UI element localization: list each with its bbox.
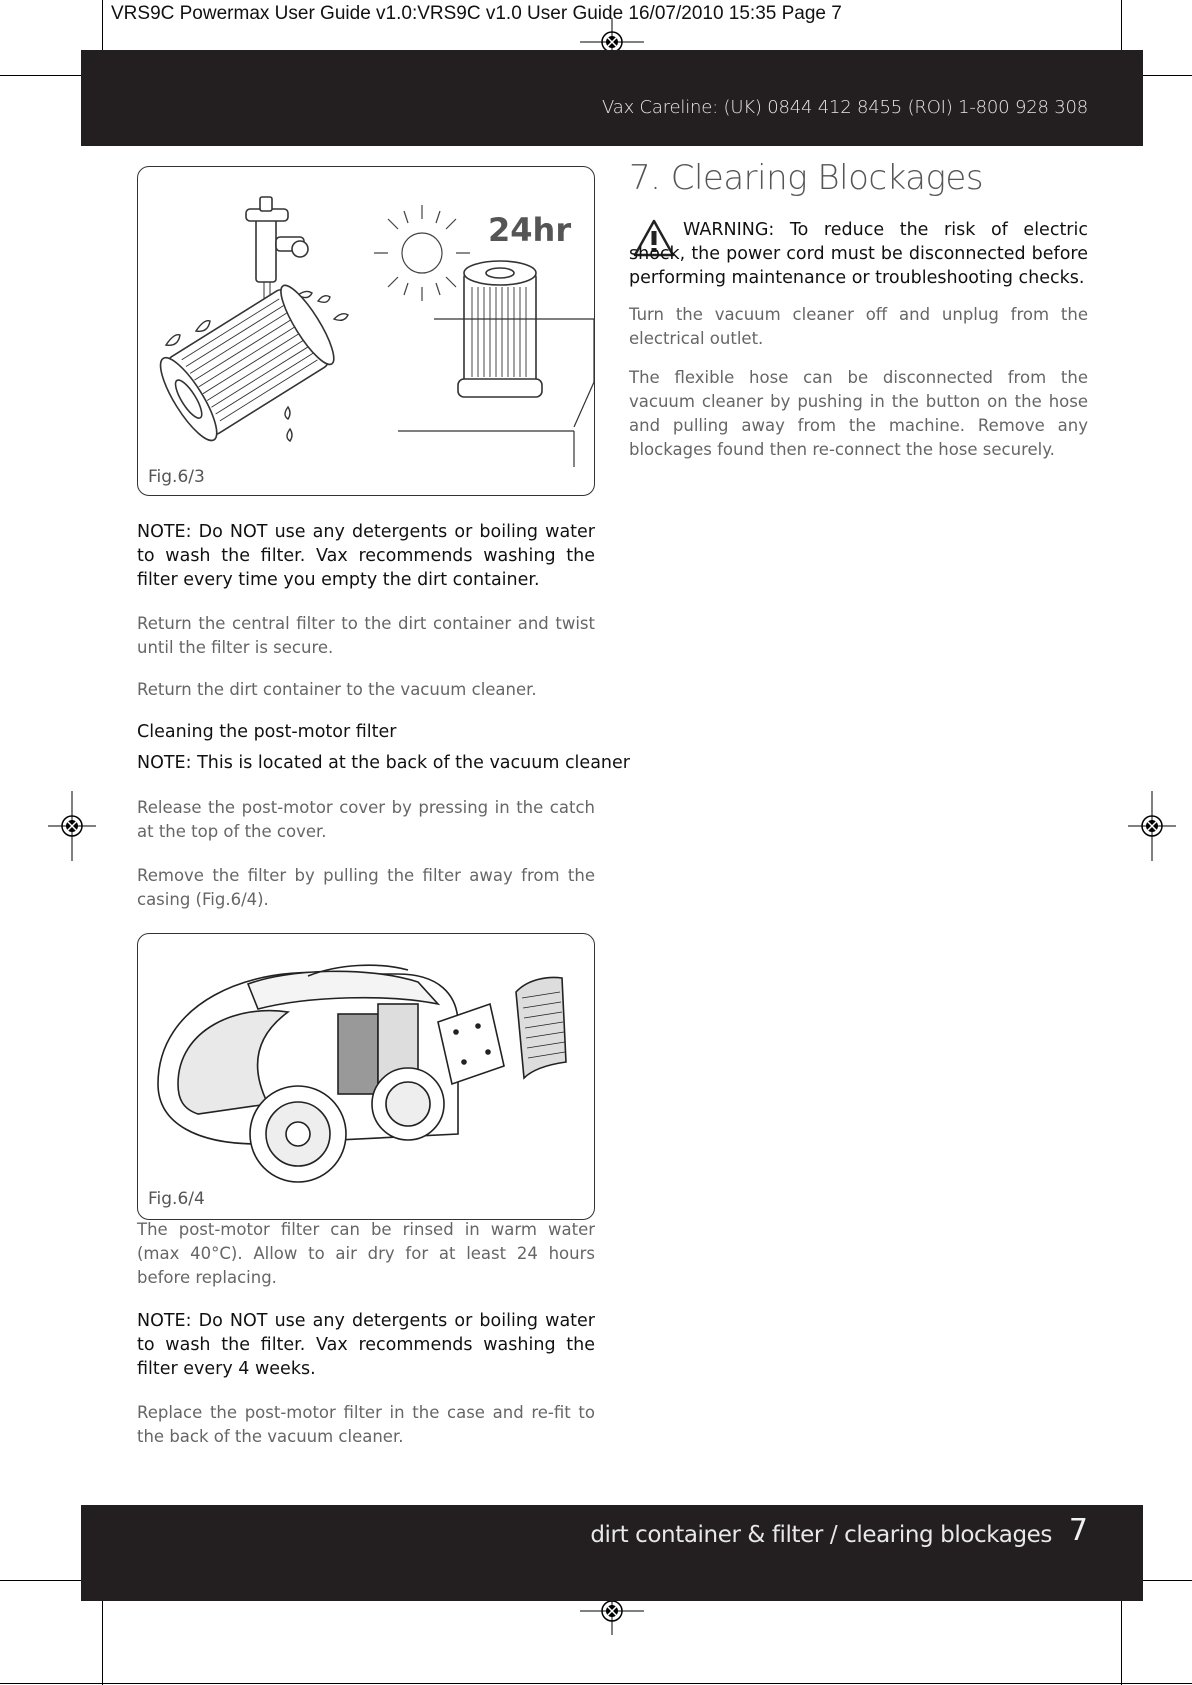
paragraph-replace-filter: Replace the post-motor filter in the case and re-fit to the back of the vacuum cleaner. — [137, 1403, 595, 1446]
paragraph-flexible-hose: The flexible hose can be disconnected from the vacuum cleaner by pushing in the button on the hose and pulling away from the machine. Remove any blockages found then re-connect the hose securely. — [629, 368, 1088, 459]
paragraph-turn-off: Turn the vacuum cleaner off and unplug from the electrical outlet. — [629, 305, 1088, 348]
24hr-badge: 24hr — [488, 211, 572, 249]
crop-mark — [102, 0, 103, 52]
registration-mark-icon — [48, 791, 96, 861]
sun-icon — [374, 205, 470, 301]
note-location: NOTE: This is located at the back of the vacuum cleaner — [137, 753, 630, 773]
footer-bar — [81, 1505, 1143, 1601]
figure-label: Fig.6/4 — [148, 1189, 205, 1209]
careline-text: Vax Careline: (UK) 0844 412 8455 (ROI) 1-800 928 308 — [602, 97, 1088, 118]
vacuum-cleaner-illustration — [138, 934, 594, 1219]
footer-section-title: dirt container & filter / clearing blockages — [590, 1522, 1052, 1548]
paragraph-release-cover: Release the post-motor cover by pressing in the catch at the top of the cover. — [137, 798, 595, 841]
crop-mark — [1140, 75, 1192, 76]
crop-mark — [1121, 1597, 1122, 1685]
registration-mark-icon — [1128, 791, 1176, 861]
crop-mark — [1121, 0, 1122, 52]
warning-text: WARNING: To reduce the risk of electric shock, the power cord must be disconnected before performing maintenance or troubleshooting checks. — [629, 220, 1088, 288]
paragraph-return-filter: Return the central filter to the dirt container and twist until the filter is secure. — [137, 614, 595, 657]
tap-icon — [246, 197, 308, 282]
slug-line: VRS9C Powermax User Guide v1.0:VRS9C v1.0 User Guide 16/07/2010 15:35 Page 7 — [111, 3, 842, 24]
figure-label: Fig.6/3 — [148, 467, 205, 487]
subheading-post-motor-filter: Cleaning the post-motor filter — [137, 722, 397, 742]
crop-mark — [102, 1597, 103, 1685]
paragraph-rinse: The post-motor filter can be rinsed in warm water (max 40°C). Allow to air dry for at least 24 hours before replacing. — [137, 1220, 595, 1287]
paragraph-remove-filter: Remove the filter by pulling the filter away from the casing (Fig.6/4). — [137, 866, 595, 909]
crop-mark — [1140, 1580, 1192, 1581]
note-detergents: NOTE: Do NOT use any detergents or boiling water to wash the filter. Vax recommends washing the filter every time you empty the dirt container. — [137, 522, 595, 590]
crop-mark — [0, 75, 85, 76]
page-number: 7 — [1068, 1513, 1088, 1548]
figure-6-4 — [137, 933, 595, 1220]
crop-mark — [0, 1683, 1192, 1684]
paragraph-return-container: Return the dirt container to the vacuum cleaner. — [137, 680, 537, 699]
page-title: 7. Clearing Blockages — [629, 158, 984, 198]
note-detergents-4-weeks: NOTE: Do NOT use any detergents or boiling water to wash the filter. Vax recommends washing the filter every 4 weeks. — [137, 1311, 595, 1379]
crop-mark — [0, 1580, 85, 1581]
figure-6-3 — [137, 166, 595, 496]
filter-washing-illustration — [138, 167, 594, 495]
